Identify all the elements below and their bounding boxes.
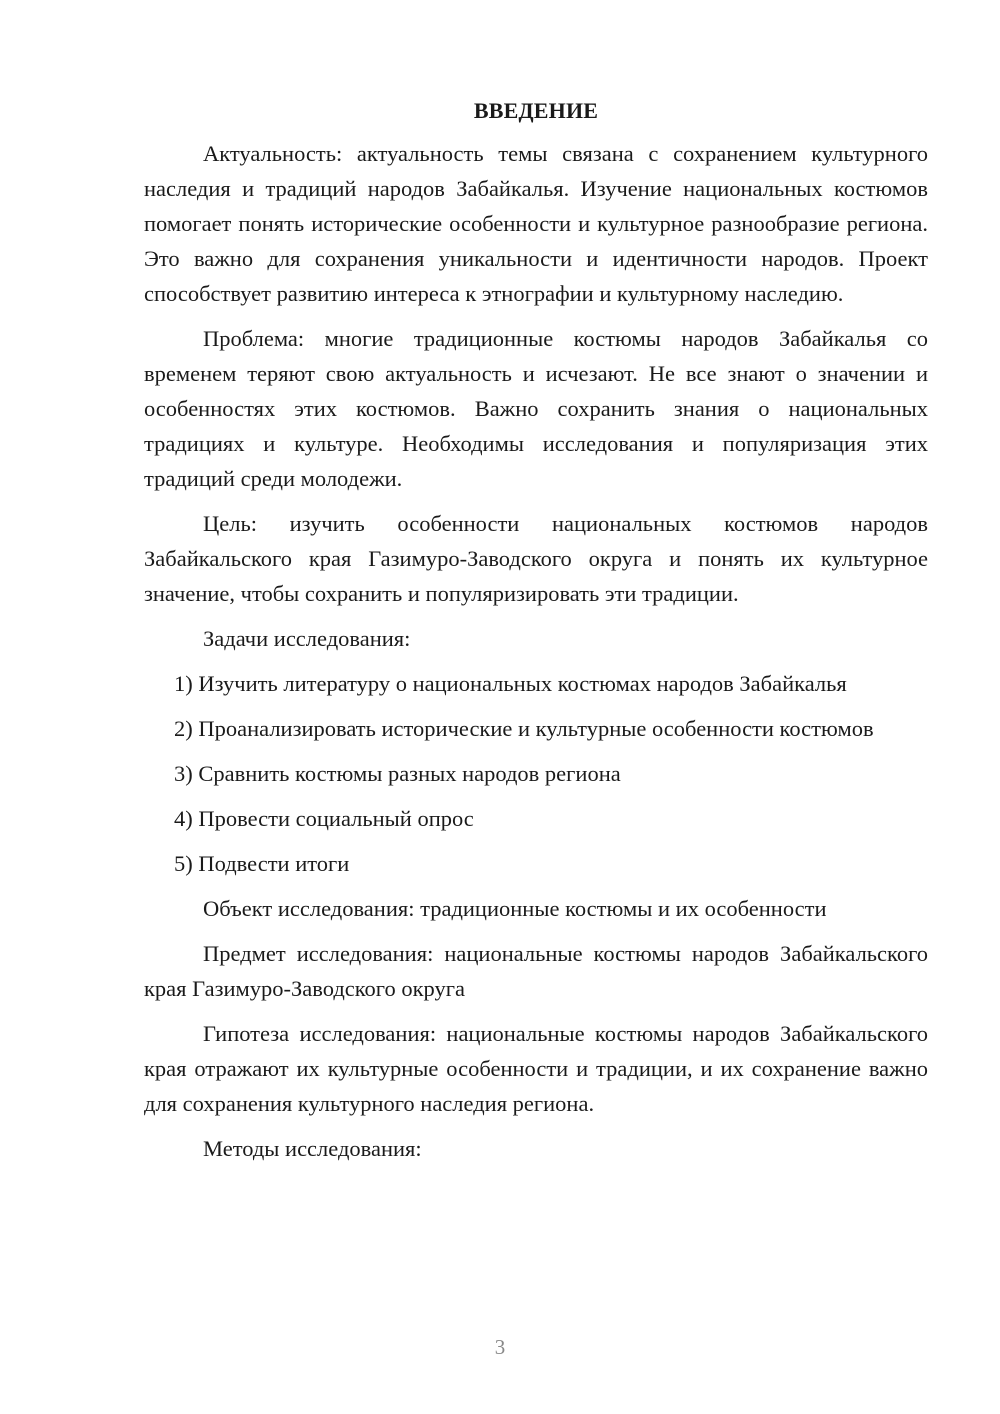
task-item-4: 4) Провести социальный опрос (174, 806, 474, 831)
paragraph-relevance: Актуальность: актуальность темы связана с сохранением культурного наследия и традиций народов Забайкалья. Изучение национальных костюмов помогает понять исторические особенности и культурное разнообразие региона. Это важно для сохранения уникальности и идентичности народов. Проект способствует развитию интереса к этнографии и культурному наследию. (144, 141, 928, 306)
paragraph-problem: Проблема: многие традиционные костюмы народов Забайкалья со временем теряют свою актуальность и исчезают. Не все знают о значении и особенностях этих костюмов. Важно сохранить знания о национальных традициях и культуре. Необходимы исследования и популяризация этих традиций среди молодежи. (144, 326, 928, 491)
page-number: 3 (494, 1335, 506, 1359)
paragraph-hypothesis: Гипотеза исследования: национальные костюмы народов Забайкальского края отражают их культурные особенности и традиции, и их сохранение важно для сохранения культурного наследия региона. (144, 1021, 928, 1116)
paragraph-methods: Методы исследования: (203, 1136, 422, 1161)
task-item-3: 3) Сравнить костюмы разных народов региона (174, 761, 621, 786)
paragraph-goal: Цель: изучить особенности национальных костюмов народов Забайкальского края Газимуро-Заводского округа и понять их культурное значение, чтобы сохранить и популяризировать эти традиции. (144, 511, 928, 606)
paragraph-subject: Предмет исследования: национальные костюмы народов Забайкальского края Газимуро-Заводского округа (144, 941, 928, 1001)
task-item-5: 5) Подвести итоги (174, 851, 350, 876)
task-item-1: 1) Изучить литературу о национальных костюмах народов Забайкалья (174, 671, 847, 696)
paragraph-object: Объект исследования: традиционные костюмы и их особенности (203, 896, 827, 921)
page-title: ВВЕДЕНИЕ (473, 98, 599, 123)
page-content (144, 96, 928, 1176)
task-item-2: 2) Проанализировать исторические и культурные особенности костюмов (174, 716, 874, 741)
paragraph-tasks-heading: Задачи исследования: (203, 626, 411, 651)
